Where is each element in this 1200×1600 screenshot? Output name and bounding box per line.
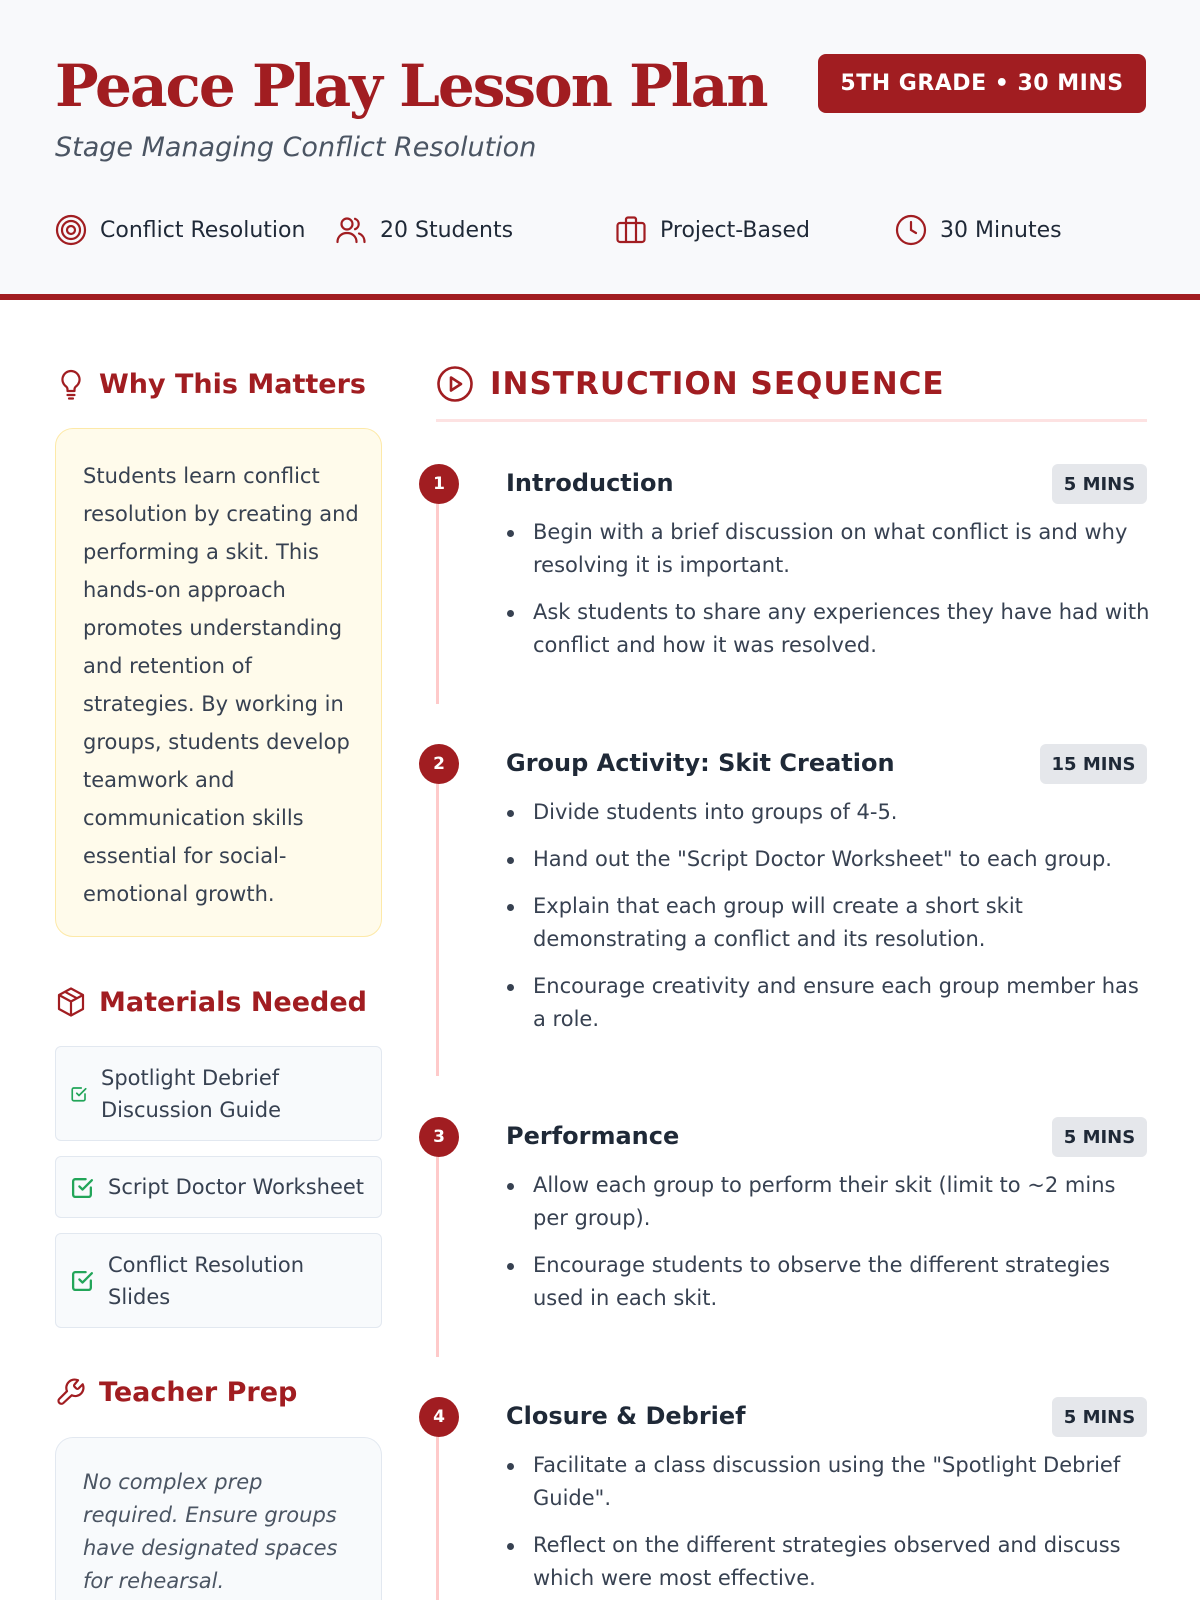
step-bullet: Facilitate a class discussion using the "Spotlight Debrief Guide". xyxy=(506,1449,1156,1515)
step-bullets xyxy=(506,796,1156,1050)
page-subtitle: Stage Managing Conflict Resolution xyxy=(55,132,537,163)
meta-topic xyxy=(55,210,305,250)
clock-icon xyxy=(895,214,927,246)
sequence-divider xyxy=(436,419,1147,422)
lightbulb-icon xyxy=(55,368,87,400)
meta-students xyxy=(335,210,513,250)
meta-duration-label: 30 Minutes xyxy=(940,217,1062,243)
meta-students-label: 20 Students xyxy=(380,217,514,243)
prep-text-box: No complex prep required. Ensure groups have designated spaces for rehearsal. xyxy=(55,1437,382,1600)
target-icon xyxy=(55,214,87,246)
step-bullet: Hand out the "Script Doctor Worksheet" to each group. xyxy=(506,843,1156,876)
material-label: Spotlight Debrief Discussion Guide xyxy=(101,1065,282,1122)
box-icon xyxy=(55,986,87,1018)
timeline-line xyxy=(436,1136,439,1357)
step-bullet: Allow each group to perform their skit (limit to ~2 mins per group). xyxy=(506,1169,1156,1235)
why-heading xyxy=(55,362,366,406)
why-text-box: Students learn conflict resolution by creating and performing a skit. This hands-on approach promotes understanding and retention of strategies. By working in groups, students develop teamwork and communication skills essential for social-emotional growth. xyxy=(55,428,382,937)
step-duration-badge: 5 MINS xyxy=(1052,464,1147,504)
step-duration-badge: 5 MINS xyxy=(1052,1397,1147,1437)
why-heading-text: Why This Matters xyxy=(99,368,366,400)
meta-topic-label: Conflict Resolution xyxy=(100,217,306,243)
material-item xyxy=(55,1156,382,1218)
step-bullet: Reflect on the different strategies observed and discuss which were most effective. xyxy=(506,1529,1156,1595)
material-label: Conflict Resolution Slides xyxy=(108,1252,305,1309)
wrench-icon xyxy=(55,1376,87,1408)
check-square-icon xyxy=(70,1175,95,1200)
step-number: 2 xyxy=(419,744,459,784)
users-icon xyxy=(335,214,367,246)
step-bullet: Explain that each group will create a short skit demonstrating a conflict and its resolution. xyxy=(506,890,1156,956)
timeline-line xyxy=(436,1416,439,1600)
step-duration-badge: 15 MINS xyxy=(1040,744,1147,784)
step-title: Group Activity: Skit Creation xyxy=(506,749,895,777)
page-title: Peace Play Lesson Plan xyxy=(55,52,767,120)
step-bullet: Encourage creativity and ensure each group member has a role. xyxy=(506,970,1156,1036)
step-title: Performance xyxy=(506,1122,680,1150)
material-item xyxy=(55,1233,382,1328)
grade-duration-badge: 5TH GRADE • 30 MINS xyxy=(818,54,1146,113)
timeline-line xyxy=(436,763,439,1076)
material-label: Script Doctor Worksheet xyxy=(108,1175,365,1199)
materials-heading xyxy=(55,980,367,1024)
step-number: 4 xyxy=(419,1397,459,1437)
meta-format-label: Project-Based xyxy=(660,217,810,243)
step-duration-badge: 5 MINS xyxy=(1052,1117,1147,1157)
check-square-icon xyxy=(70,1085,88,1103)
step-bullets xyxy=(506,516,1156,676)
meta-format xyxy=(615,210,810,250)
step-bullet: Encourage students to observe the different strategies used in each skit. xyxy=(506,1249,1156,1315)
step-bullet: Ask students to share any experiences they have had with conflict and how it was resolved. xyxy=(506,596,1156,662)
step-bullets xyxy=(506,1449,1156,1600)
prep-heading-text: Teacher Prep xyxy=(99,1376,298,1408)
step-number: 3 xyxy=(419,1117,459,1157)
lesson-header xyxy=(0,0,1200,300)
materials-heading-text: Materials Needed xyxy=(99,986,368,1018)
timeline-line xyxy=(436,484,439,704)
material-item xyxy=(55,1046,382,1141)
prep-heading xyxy=(55,1370,297,1414)
sequence-heading xyxy=(436,362,945,406)
step-bullet: Divide students into groups of 4-5. xyxy=(506,796,1156,829)
sequence-heading-text: INSTRUCTION SEQUENCE xyxy=(490,366,945,402)
briefcase-icon xyxy=(615,214,647,246)
step-title: Introduction xyxy=(506,469,674,497)
step-number: 1 xyxy=(419,464,459,504)
step-bullets xyxy=(506,1169,1156,1329)
check-square-icon xyxy=(70,1268,95,1293)
step-title: Closure & Debrief xyxy=(506,1402,746,1430)
step-bullet: Begin with a brief discussion on what conflict is and why resolving it is important. xyxy=(506,516,1156,582)
play-circle-icon xyxy=(436,365,474,403)
meta-duration xyxy=(895,210,1062,250)
